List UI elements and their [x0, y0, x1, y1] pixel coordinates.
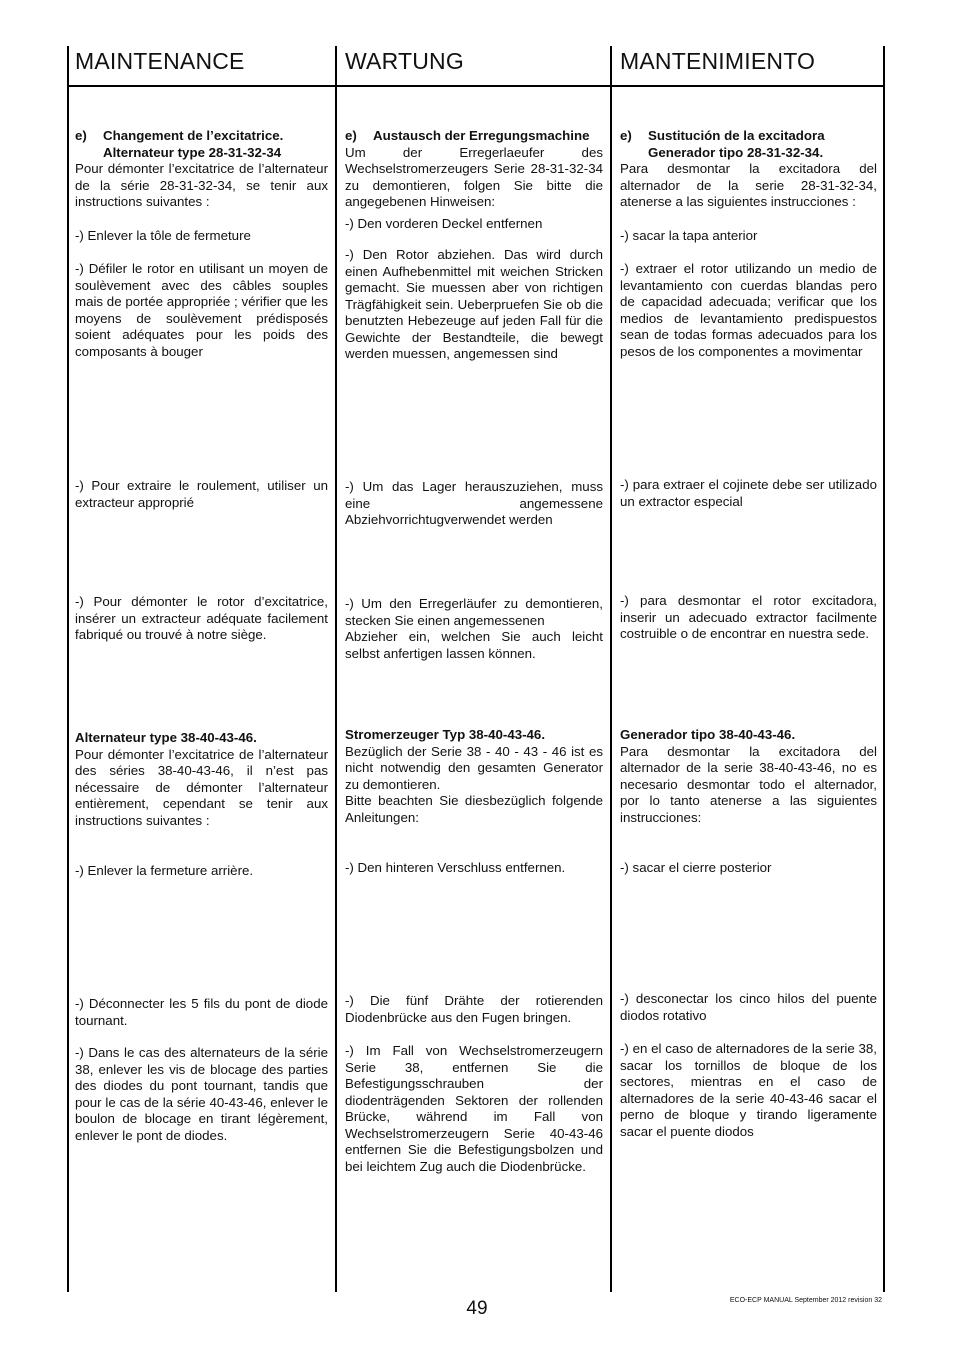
fr-section-subtitle: Alternateur type 28-31-32-34: [103, 144, 282, 160]
es-step7: -) en el caso de alternadores de la serie 38, sacar los tornillos de bloque de los sectores, mientras en el caso de alternadores de la serie 40-43-46 sacar el perno de bloque y tirando ligeramente sacar el puente diodos: [620, 1041, 877, 1139]
de-step5: -) Den hinteren Verschluss entfernen.: [345, 860, 566, 875]
de-step4-line2: Abzieher ein, welchen Sie auch leicht selbst anfertigen lassen können.: [345, 629, 603, 661]
fr-type2-intro: Pour démonter l’excitatrice de l’alternateur des séries 38-40-43-46, il n’est pas nécessaire de démonter l’alternateur entièrement, cependant se tenir aux instructions suivantes :: [75, 746, 328, 828]
de-type2-intro: Bezüglich der Serie 38 - 40 - 43 - 46 ist es nicht notwendig den gesamten Generator zu demontieren.: [345, 743, 603, 792]
header-es: MANTENIMIENTO: [620, 48, 816, 74]
de-step4-line1: -) Um den Erregerläufer zu demontieren, stecken Sie einen angemessenen: [345, 596, 603, 628]
fr-step4: -) Pour démonter le rotor d’excitatrice, insérer un extracteur adéquate facilement fabriqué ou trouvé à notre siège.: [75, 594, 328, 642]
page-number: 49: [466, 1298, 488, 1319]
de-step3: -) Um das Lager herauszuziehen, muss eine angemessene Abziehvorrichtugverwendet werden: [345, 479, 603, 527]
de-type2: [345, 727, 603, 826]
de-section-e: [345, 128, 603, 211]
de-step4: [345, 596, 603, 662]
fr-step6: -) Déconnecter les 5 fils du pont de diode tournant.: [75, 996, 328, 1028]
fr-type2-title: Alternateur type 38-40-43-46.: [75, 730, 257, 745]
es-section-subtitle: Generador tipo 28-31-32-34.: [648, 144, 824, 160]
es-step2: -) extraer el rotor utilizando un medio de levantamiento con cuerdas blandas pero de capacidad adecuada; verificar que los medios de levantamiento predispuestos sean de todas formas adecuados para los pesos de los componentes a movimentar: [620, 261, 877, 359]
es-intro: Para desmontar la excitadora del alternador de la serie 28-31-32-34, atenerse a las siguientes instrucciones :: [620, 161, 877, 209]
column-border-left: [67, 46, 69, 1292]
es-type2-intro: Para desmontar la excitadora del alternador de la serie 38-40-43-46, no es necesario desmontar todo el alternador, por lo tanto atenerse a las siguientes instrucciones:: [620, 743, 877, 825]
fr-intro: Pour démonter l’excitatrice de l’alternateur de la série 28-31-32-34, se tenir aux instructions suivantes :: [75, 161, 328, 209]
fr-step5: -) Enlever la fermeture arrière.: [75, 863, 254, 878]
column-divider-2: [610, 46, 612, 1292]
header-fr: MAINTENANCE: [75, 48, 245, 74]
es-type2: [620, 727, 877, 826]
es-step4: -) para desmontar el rotor excitadora, inserir un adecuado extractor facilmente costruible o de encontrar en nuestra sede.: [620, 593, 877, 641]
header-rule-de: [335, 85, 611, 87]
es-step1: -) sacar la tapa anterior: [620, 228, 758, 243]
de-intro: Um der Erregerlaeufer des Wechselstromerzeugers Serie 28-31-32-34 zu demontieren, folgen Sie bitte die angegebenen Hinweisen:: [345, 144, 603, 209]
es-section-e: [620, 128, 877, 211]
de-step7: -) Im Fall von Wechselstromerzeugern Serie 38, entfernen Sie die Befestigungsschrauben der diodenträgenden Sektoren der rollenden Brücke, während im Fall von Wechselstromerzeugern Serie 40-43-46 entfernen Sie die Befestigungsbolzen und bei leichtem Zug auch die Diodenbrücke.: [345, 1043, 603, 1174]
es-step5: -) sacar el cierre posterior: [620, 860, 772, 875]
fr-type2: [75, 730, 328, 829]
fr-step2: -) Défiler le rotor en utilisant un moyen de soulèvement avec des câbles souples mais de portée appropriée ; vérifier que les moyens de soulèvement prédisposés soient adéquates pour les poids des composants à bouger: [75, 261, 328, 359]
de-section-heading: Austausch der Erregungsmachine: [373, 128, 590, 143]
header-de: WARTUNG: [345, 48, 464, 74]
de-type2-intro2: Bitte beachten Sie diesbezüglich folgende Anleitungen:: [345, 793, 603, 825]
de-step6: -) Die fünf Drähte der rotierenden Diodenbrücke aus den Fugen bringen.: [345, 993, 603, 1025]
fr-step7: -) Dans le cas des alternateurs de la série 38, enlever les vis de blocage des parties des diodes du pont tournant, tandis que pour le cas de la série 40-43-46, enlever le boulon de blocage en tirant légèrement, enlever le pont de diodes.: [75, 1045, 328, 1143]
fr-step3: -) Pour extraire le roulement, utiliser un extracteur approprié: [75, 478, 328, 510]
es-section-heading: Sustitución de la excitadora: [648, 128, 825, 143]
es-type2-title: Generador tipo 38-40-43-46.: [620, 727, 796, 742]
de-type2-title: Stromerzeuger Typ 38-40-43-46.: [345, 727, 546, 742]
fr-step1: -) Enlever la tôle de fermeture: [75, 228, 251, 243]
header-rule-es: [610, 85, 884, 87]
fr-section-heading: Changement de l’excitatrice.: [103, 128, 284, 143]
de-step2: -) Den Rotor abziehen. Das wird durch einen Aufhebenmittel mit weichen Stricken gemacht. Sie muessen aber von richtigen Trägfähigkeit sein. Ueberpruefen Sie ob die benutzten Hebezeuge auf jeden Fall für die Gewichte der Bestandteile, die bewegt werden muessen, angemessen sind: [345, 247, 603, 361]
column-divider-1: [335, 46, 337, 1292]
header-rule-fr: [67, 85, 336, 87]
column-border-right: [883, 46, 885, 1292]
fr-section-e: [75, 128, 328, 211]
de-section-letter: e): [345, 128, 357, 143]
footer-revision: ECO-ECP MANUAL September 2012 revision 32: [729, 1297, 882, 1304]
es-step6: -) desconectar los cinco hilos del puente diodos rotativo: [620, 991, 877, 1023]
de-step1: -) Den vorderen Deckel entfernen: [345, 216, 543, 231]
es-step3: -) para extraer el cojinete debe ser utilizado un extractor especial: [620, 477, 877, 509]
de-section-title: [345, 128, 603, 145]
es-section-title: [620, 128, 877, 145]
fr-section-letter: e): [75, 128, 87, 143]
fr-section-title: [75, 128, 328, 145]
es-section-letter: e): [620, 128, 632, 143]
